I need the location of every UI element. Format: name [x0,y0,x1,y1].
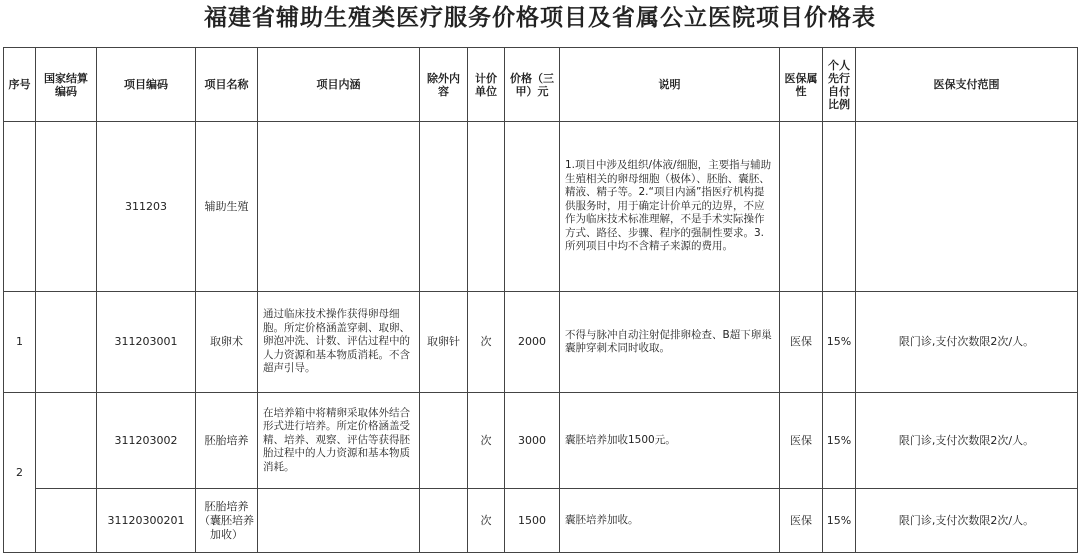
cell-self-pay: 15% [823,393,856,489]
cell-excluded [420,393,468,489]
table-row [4,393,1078,489]
cell-item-content: 通过临床技术操作获得卵母细胞。所定价格涵盖穿刺、取卵、卵泡冲洗、计数、评估过程中的人力资源和基本物质消耗。不含超声引导。 [258,292,420,393]
cell-self-pay: 15% [823,292,856,393]
cell-notes: 囊胚培养加收1500元。 [560,393,780,489]
cell-seq: 1 [4,292,36,393]
header-item-content: 项目内涵 [258,48,420,122]
cell-self-pay [823,122,856,292]
header-unit: 计价单位 [468,48,505,122]
cell-price [505,122,560,292]
table-row [4,292,1078,393]
header-notes: 说明 [560,48,780,122]
cell-item-content [258,122,420,292]
header-item-code: 项目编码 [97,48,196,122]
cell-item-name: 辅助生殖 [196,122,258,292]
cell-insurance-attr: 医保 [780,393,823,489]
cell-insurance-attr [780,122,823,292]
cell-price: 2000 [505,292,560,393]
cell-unit [468,122,505,292]
cell-seq [4,122,36,292]
cell-price: 1500 [505,489,560,553]
header-item-name: 项目名称 [196,48,258,122]
header-seq: 序号 [4,48,36,122]
table-row [4,489,1078,553]
cell-national-code [36,292,97,393]
header-self-pay: 个人先行自付比例 [823,48,856,122]
header-coverage: 医保支付范围 [856,48,1078,122]
header-excluded: 除外内容 [420,48,468,122]
cell-item-name: 胚胎培养 [196,393,258,489]
cell-insurance-attr: 医保 [780,292,823,393]
cell-national-code [36,489,97,553]
cell-unit: 次 [468,393,505,489]
cell-self-pay: 15% [823,489,856,553]
cell-notes: 1.项目中涉及组织/体液/细胞，主要指与辅助生殖相关的卵母细胞（极体）、胚胎、囊胚、精液、精子等。2.“项目内涵”指医疗机构提供服务时，用于确定计价单元的边界，不应作为临床技术标准理解，不是手术实际操作方式、路径、步骤、程序的强制性要求。3.所列项目中均不含精子来源的费用。 [560,122,780,292]
price-table [3,47,1078,553]
cell-excluded: 取卵针 [420,292,468,393]
header-insurance-attr: 医保属性 [780,48,823,122]
cell-coverage [856,122,1078,292]
header-price: 价格（三甲）元 [505,48,560,122]
cell-seq: 2 [4,393,36,553]
cell-item-code: 311203002 [97,393,196,489]
header-national-code: 国家结算编码 [36,48,97,122]
cell-item-code: 311203 [97,122,196,292]
cell-item-name: 胚胎培养（囊胚培养加收） [196,489,258,553]
page-title: 福建省辅助生殖类医疗服务价格项目及省属公立医院项目价格表 [204,5,876,31]
table-header-row [4,48,1078,122]
cell-national-code [36,122,97,292]
cell-unit: 次 [468,292,505,393]
table-row [4,122,1078,292]
cell-coverage: 限门诊,支付次数限2次/人。 [856,292,1078,393]
cell-insurance-attr: 医保 [780,489,823,553]
cell-excluded [420,489,468,553]
cell-item-content [258,489,420,553]
cell-price: 3000 [505,393,560,489]
cell-item-content: 在培养箱中将精卵采取体外结合形式进行培养。所定价格涵盖受精、培养、观察、评估等获得胚胎过程中的人力资源和基本物质消耗。 [258,393,420,489]
cell-notes: 不得与脉冲自动注射促排卵检查、B超下卵巢囊肿穿刺术同时收取。 [560,292,780,393]
cell-national-code [36,393,97,489]
cell-coverage: 限门诊,支付次数限2次/人。 [856,393,1078,489]
cell-coverage: 限门诊,支付次数限2次/人。 [856,489,1078,553]
cell-excluded [420,122,468,292]
cell-item-name: 取卵术 [196,292,258,393]
cell-item-code: 311203001 [97,292,196,393]
cell-item-code: 31120300201 [97,489,196,553]
cell-unit: 次 [468,489,505,553]
cell-notes: 囊胚培养加收。 [560,489,780,553]
